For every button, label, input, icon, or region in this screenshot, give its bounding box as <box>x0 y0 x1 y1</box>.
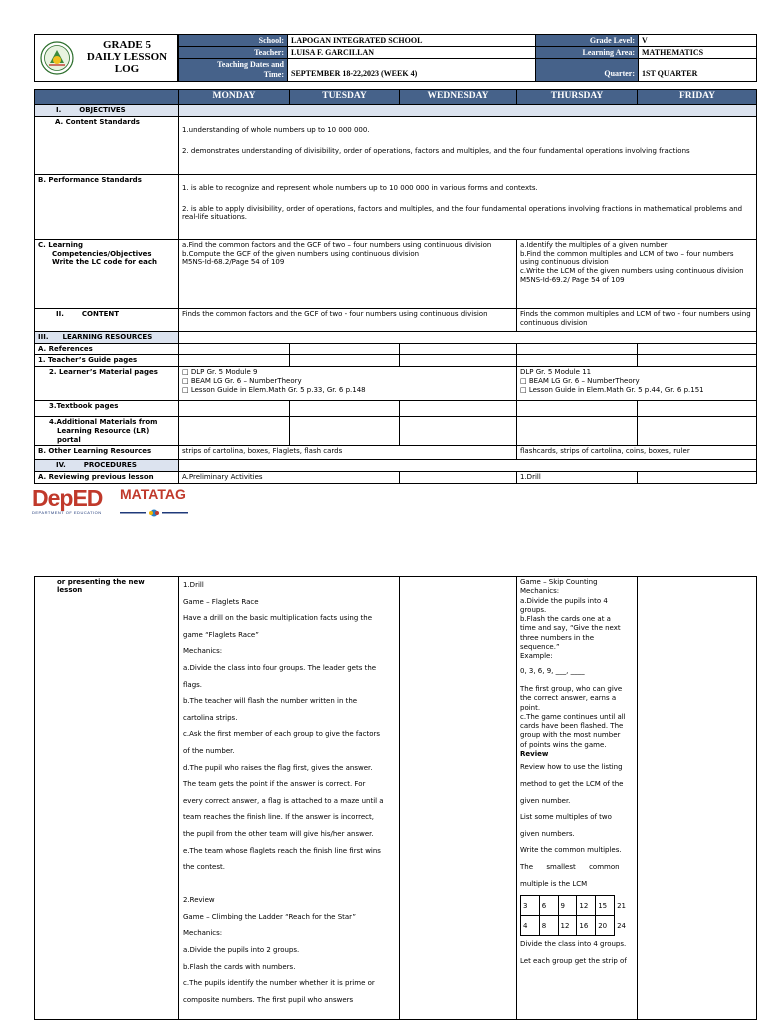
school-label: School: <box>179 35 288 47</box>
mon-line: Mechanics: <box>183 647 223 656</box>
mon-line: The team gets the point if the answer is correct. For <box>183 780 366 789</box>
additional-materials-label: 4.Additional Materials from Learning Resource (LR) portal <box>35 417 179 446</box>
thu-line: the correct answer, earns a <box>520 694 617 703</box>
content-standards-label: A. Content Standards <box>35 116 179 174</box>
mon-line: the contest. <box>183 863 225 872</box>
thu-line: groups. <box>520 605 547 614</box>
procedures-heading: IV. PROCEDURES <box>35 460 179 472</box>
mon-line: b.The teacher will flash the number written in the <box>183 697 358 706</box>
quarter-value: 1ST QUARTER <box>639 59 757 82</box>
thu-line: c.The game continues until all <box>520 712 626 721</box>
mon-line: a.Divide the class into four groups. The leader gets the <box>183 663 377 672</box>
mon-line: Game – Flaglets Race <box>183 597 259 606</box>
mon-line: every correct answer, a flag is attached to a maze until a <box>183 796 384 805</box>
presenting-lesson-label: or presenting the new lesson <box>35 577 179 1020</box>
lesson-log-table <box>34 89 757 484</box>
mon-line: c.The pupils identify the number whether it is prime or <box>183 979 375 988</box>
multiple-cell: 8 <box>539 916 558 936</box>
matatag-logo: MATATAG <box>120 487 190 521</box>
day-friday: FRIDAY <box>638 90 757 105</box>
skip-counting-example: 0, 3, 6, 9, ___, ____ <box>520 666 585 675</box>
teacher-value: LUISA F. GARCILLAN <box>288 47 536 59</box>
day-monday: MONDAY <box>179 90 290 105</box>
mon-line: e.The team whose flaglets reach the finish line first wins <box>183 846 381 855</box>
procedures-friday <box>638 577 757 1020</box>
thu-line: multiple is the LCM <box>520 879 588 888</box>
header-info-table <box>178 34 757 82</box>
dll-title-log: LOG <box>114 63 140 75</box>
content-standard-1: 1.understanding of whole numbers up to 10 000 000. <box>182 125 370 134</box>
textbook-pages-label: 3.Textbook pages <box>35 401 179 417</box>
dll-title: DAILY LESSON <box>86 51 168 63</box>
thu-line: b.Flash the cards one at a <box>520 615 611 624</box>
thu-line: The smallest common <box>520 862 620 871</box>
drill-thursday: 1.Drill <box>517 472 638 484</box>
mon-line: a.Divide the pupils into 2 groups. <box>183 946 300 955</box>
quarter-label: Quarter: <box>536 59 639 82</box>
thu-line: time and say, “Give the next <box>520 624 621 633</box>
mon-line: 1.Drill <box>183 581 204 589</box>
multiple-cell: 9 <box>558 896 577 916</box>
multiple-cell: 4 <box>521 916 540 936</box>
mon-line: Have a drill on the basic multiplication facts using the <box>183 614 373 623</box>
mon-line: the pupil from the other team will give his/her answer. <box>183 829 374 838</box>
multiples-table <box>520 895 634 936</box>
thu-line: List some multiples of two <box>520 813 612 822</box>
learning-resources-heading: III. LEARNING RESOURCES <box>35 331 179 343</box>
mon-line <box>183 876 395 893</box>
mon-line: Mechanics: <box>183 929 223 938</box>
thu-line: Example: <box>520 652 553 661</box>
learners-material-monday: □ DLP Gr. 5 Module 9 □ BEAM LG Gr. 6 – NumberTheory □ Lesson Guide in Elem.Math Gr. 5 p.33, Gr. 6 p.148 <box>179 367 517 401</box>
learning-area-value: MATHEMATICS <box>639 47 757 59</box>
other-resources-label: B. Other Learning Resources <box>35 446 179 460</box>
teachers-guide-label: 1. Teacher’s Guide pages <box>35 355 179 367</box>
mon-line: c.Ask the first member of each group to give the factors <box>183 730 381 739</box>
day-tuesday: TUESDAY <box>290 90 400 105</box>
mon-line: composite numbers. The first pupil who answers <box>183 995 354 1004</box>
preliminary-activities: A.Preliminary Activities <box>179 472 400 484</box>
thu-line: Review how to use the listing <box>520 763 623 772</box>
deped-seal-icon <box>40 41 74 75</box>
teacher-label: Teacher: <box>179 47 288 59</box>
thu-line: method to get the LCM of the <box>520 779 624 788</box>
content-thursday: Finds the common multiples and LCM of two - four numbers using continuous division <box>517 308 757 331</box>
performance-standard-2: 2. is able to apply divisibility, order of operations, factors and multiples, and the four fundamental operations involving fractions in mathematical problems and real-life situations. <box>182 204 743 222</box>
thu-line: cards have been flashed. The <box>520 722 624 731</box>
content-monday: Finds the common factors and the GCF of two - four numbers using continuous division <box>179 308 517 331</box>
multiple-cell: 21 <box>617 901 626 910</box>
multiple-cell: 24 <box>617 921 626 930</box>
multiple-cell: 6 <box>539 896 558 916</box>
mon-line: cartolina strips. <box>183 713 238 722</box>
other-resources-monday: strips of cartolina, boxes, Flaglets, flash cards <box>179 446 517 460</box>
thu-line: given number. <box>520 796 571 805</box>
day-wednesday: WEDNESDAY <box>400 90 517 105</box>
mon-line: Game – Climbing the Ladder “Reach for the Star” <box>183 912 356 921</box>
mon-line: of the number. <box>183 746 235 755</box>
dll-grade-title: GRADE 5 <box>103 39 151 51</box>
content-standard-2: 2. demonstrates understanding of divisibility, order of operations, factors and multiples, and the four fundamental operations involving fractions <box>182 146 690 155</box>
teaching-dates-label: Teaching Dates and Time: <box>179 59 288 82</box>
multiple-cell: 20 <box>596 916 615 936</box>
content-label: II. CONTENT <box>35 308 179 331</box>
thu-line: The first group, who can give <box>520 684 623 693</box>
thu-line: three numbers in the <box>520 633 595 642</box>
thu-line: Write the common multiples. <box>520 846 622 855</box>
day-header-row <box>35 90 757 105</box>
lc-thursday: a.Identify the multiples of a given number b.Find the common multiples and LCM of two – four numbers using continuous division c.Write the LCM of the given numbers using continuous division M5NS-Id-69.2/ Page 54 of 109 <box>517 239 757 308</box>
performance-standards-label: B. Performance Standards <box>35 174 179 239</box>
multiple-cell: 15 <box>596 896 615 916</box>
mon-line: 2.Review <box>183 896 215 905</box>
mon-line: b.Flash the cards with numbers. <box>183 962 296 971</box>
thu-line: Mechanics: <box>520 587 560 596</box>
multiple-cell: 16 <box>577 916 596 936</box>
learners-material-thursday: DLP Gr. 5 Module 11 □ BEAM LG Gr. 6 – NumberTheory □ Lesson Guide in Elem.Math Gr. 5 p.44, Gr. 6 p.151 <box>517 367 757 401</box>
objectives-heading: I. OBJECTIVES <box>35 104 179 116</box>
procedures-wednesday <box>400 577 517 1020</box>
thu-line: Review <box>520 750 549 759</box>
dll-title-block <box>34 34 178 82</box>
learning-area-label: Learning Area: <box>536 47 639 59</box>
matatag-tagline-icon <box>120 509 190 517</box>
thu-line: group with the most number <box>520 731 621 740</box>
thu-line: Divide the class into 4 groups. <box>520 940 627 949</box>
reviewing-label: A. Reviewing previous lesson <box>35 472 179 484</box>
multiple-cell: 3 <box>521 896 540 916</box>
multiples-row-3 <box>521 896 634 916</box>
thu-line: sequence.” <box>520 643 560 652</box>
grade-level-value: V <box>639 35 757 47</box>
multiple-cell: 12 <box>558 916 577 936</box>
mon-line: game “Flaglets Race” <box>183 630 259 639</box>
lc-monday: a.Find the common factors and the GCF of two – four numbers using continuous division b.Compute the GCF of the given numbers using continuous division M5NS-Id-68.2/Page 54 of 109 <box>179 239 517 308</box>
mon-line: flags. <box>183 680 203 689</box>
day-thursday: THURSDAY <box>517 90 638 105</box>
other-resources-thursday: flashcards, strips of cartolina, coins, boxes, ruler <box>517 446 757 460</box>
thu-line: a.Divide the pupils into 4 <box>520 596 608 605</box>
thu-line: given numbers. <box>520 829 575 838</box>
learning-competencies-label: C. Learning Competencies/Objectives Write the LC code for each <box>35 239 179 308</box>
thu-line: Let each group get the strip of <box>520 956 627 965</box>
thu-line: point. <box>520 703 541 712</box>
learners-material-label: 2. Learner’s Material pages <box>35 367 179 401</box>
grade-level-label: Grade Level: <box>536 35 639 47</box>
mon-line: d.The pupil who raises the flag first, gives the answer. <box>183 763 373 772</box>
deped-logo: DepED DEPARTMENT OF EDUCATION <box>32 485 103 515</box>
performance-standard-1: 1. is able to recognize and represent whole numbers up to 10 000 000 in various forms and contexts. <box>182 183 538 192</box>
teaching-dates-value: SEPTEMBER 18-22,2023 (WEEK 4) <box>288 59 536 82</box>
procedures-thursday <box>517 577 638 1020</box>
thu-line: Game – Skip Counting <box>520 578 598 586</box>
procedures-continued-table <box>34 576 757 1020</box>
multiples-row-4 <box>521 916 634 936</box>
school-value: LAPOGAN INTEGRATED SCHOOL <box>288 35 536 47</box>
mon-line: team reaches the finish line. If the answer is incorrect, <box>183 813 374 822</box>
procedures-monday <box>179 577 400 1020</box>
thu-line: of points wins the game. <box>520 740 607 749</box>
references-label: A. References <box>35 343 179 355</box>
multiple-cell: 12 <box>577 896 596 916</box>
